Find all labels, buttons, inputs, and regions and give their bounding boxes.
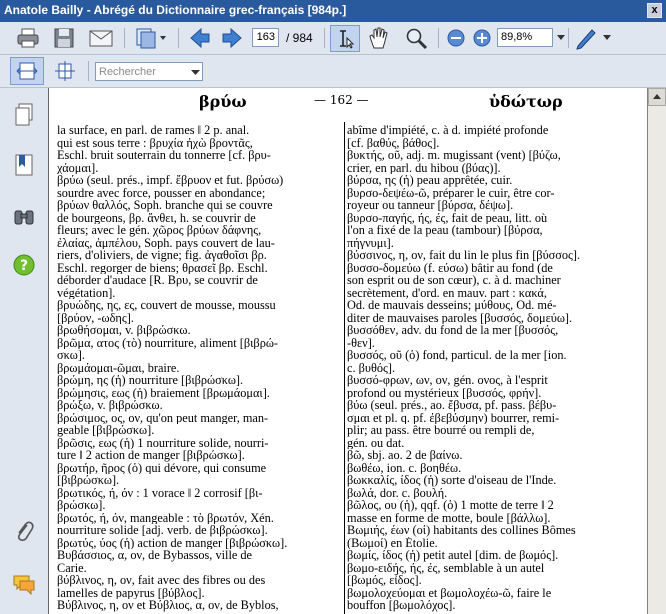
entry-line: βρωμάομαι-ῶμαι, braire.: [57, 361, 180, 374]
entry-line: βρύω (seul. prés., impf. ἔβρυον et fut. βρύσω): [57, 174, 284, 187]
entry-line: crier, en parl. du hibou (βύας)].: [347, 161, 501, 174]
toolbar-separator: [178, 28, 179, 48]
entry-line: Βυβάσσιος, α, ον, de Bybassos, ville de: [57, 549, 252, 562]
fit-page-icon[interactable]: [54, 60, 76, 82]
entry-line: βύσσινος, η, ον, fait du lin le plus fin [βύσσος].: [347, 249, 581, 262]
left-column: [57, 124, 342, 612]
entry-line: βυρσο-παγής, ής, ές, fait de peau, litt. où: [347, 211, 548, 224]
entry-line: βύω (seul. prés., ao. ἔβυσα, pf. pass. βέβυ-: [347, 399, 557, 412]
header-first-entry: βρύω: [199, 92, 247, 111]
fit-width-button[interactable]: [10, 57, 44, 85]
toolbar-separator: [324, 28, 325, 48]
entry-line: βύβλινος, η, ον, fait avec des fibres ou des: [57, 574, 266, 587]
entry-line: βύρσα, ης (ἡ) peau apprêtée, cuir.: [347, 174, 513, 187]
zoom-out-icon[interactable]: [446, 28, 466, 48]
page-total-label: / 984: [286, 31, 313, 45]
svg-text:?: ?: [19, 258, 29, 274]
save-icon[interactable]: [52, 26, 76, 50]
select-tool-button[interactable]: [330, 25, 360, 52]
entry-line: [cf. βαθύς, βάθος].: [347, 136, 440, 149]
toolbar-separator: [438, 28, 439, 48]
sign-dropdown-chevron-icon[interactable]: [602, 32, 612, 42]
entry-line: bouffon [βωμολόχος].: [347, 599, 456, 612]
entry-line: profond ou mystérieux [βυσσός, φρήν].: [347, 386, 542, 399]
entry-line: βρωτός, ή, όν, mangeable : τὸ βρωτόν, Xén.: [57, 511, 274, 524]
dictionary-page: [48, 88, 647, 614]
entry-line: secrètement, d'ord. en mauv. part : κακά,: [347, 286, 547, 299]
entry-line: Eschl. bruit souterrain du tonnerre [cf. βρυ-: [57, 149, 271, 162]
entry-line: βωμο-ειδής, ής, ές, semblable à un autel: [347, 561, 545, 574]
search-dropdown-chevron-icon[interactable]: [191, 68, 200, 76]
entry-line: βρώμησις, εως (ἡ) braiement [βρωμάομαι].: [57, 386, 270, 399]
entry-line: βωμίς, ίδος (ἡ) petit autel [dim. de βωμός].: [347, 549, 559, 562]
entry-line: βρωθήσομαι, v. βιβρώσκω.: [57, 324, 191, 337]
entry-line: plir; au pass. être bourré ou rempli de,: [347, 424, 535, 437]
search-input[interactable]: [95, 62, 203, 81]
entry-line: βρῶμα, ατος (τὸ) nourriture, aliment [βιβρώ-: [57, 336, 279, 349]
entry-line: ἐλαίας, ἀμπέλου, Soph. pays couvert de lau-: [57, 236, 275, 249]
entry-line: [βιβρώσκω].: [57, 474, 120, 487]
vertical-scrollbar[interactable]: [648, 88, 666, 614]
entry-line: βρώσκω].: [57, 499, 106, 512]
entry-line: βρῶσις, εως (ἡ) 1 nourriture solide, nourri-: [57, 436, 269, 449]
entry-line: βυσσο-δομεύω (f. εύσω) bâtir au fond (de: [347, 261, 553, 274]
attachments-paperclip-icon[interactable]: [13, 519, 35, 543]
entry-line: βυσσό-φρων, ων, ον, gén. ονος, à l'esprit: [347, 374, 548, 387]
entry-line: βωκκαλίς, ίδος (ἡ) sorte d'oiseau de l'Inde.: [347, 474, 557, 487]
entry-line: βρύων θαλλός, Soph. branche qui se couvre: [57, 199, 273, 212]
entry-line: σμαι et pl. q. pf. ἐβεβύσμην) bourrer, remi-: [347, 411, 560, 424]
zoom-tool-icon[interactable]: [404, 26, 430, 50]
scroll-up-button[interactable]: [648, 88, 666, 106]
page-header: [49, 88, 647, 114]
close-button[interactable]: x: [647, 3, 662, 18]
entry-line: βυρσο-δεψέω-ῶ, préparer le cuir, être cor-: [347, 186, 555, 199]
entry-line: l'on a fixé de la peau (tambour) [βύρσα,: [347, 224, 543, 237]
comments-icon[interactable]: [12, 573, 36, 595]
entry-line: βρώμη, ης (ἡ) nourriture [βιβρώσκω].: [57, 374, 244, 387]
search-placeholder: Rechercher: [99, 66, 156, 78]
email-icon[interactable]: [88, 26, 114, 50]
entry-line: la surface, en parl. de rames ‖ 2 p. anal.: [57, 124, 250, 137]
entry-line: geable [βιβρώσκω].: [57, 424, 155, 437]
entry-line: βρωτήρ, ῆρος (ὁ) qui dévore, qui consume: [57, 461, 267, 474]
entry-line: βρωτικός, ή, όν : 1 vorace ‖ 2 corrosif [βι-: [57, 486, 263, 499]
entry-line: Βύβλινος, η, ον et Βύβλιος, α, ον, de Byblos,: [57, 599, 279, 612]
entry-line: βωθέω, ion. c. βοηθέω.: [347, 461, 462, 474]
document-view[interactable]: [48, 88, 648, 614]
entry-line: βωμολοχεύομαι et βωμολοχέω-ῶ, faire le: [347, 586, 552, 599]
title-bar: [0, 0, 666, 22]
entry-line: Eschl. regorger de biens; θρασεῖ βρ. Eschl.: [57, 261, 268, 274]
entry-line: nourriture solide [adj. verb. de βιβρώσκω].: [57, 524, 268, 537]
entry-line: βῶλος, ου (ἡ), qqf. (ὁ) 1 motte de terre ‖ 2: [347, 499, 554, 512]
header-last-entry: ὑδώτωρ: [489, 92, 563, 111]
entry-line: masse en forme de motte, boule [βάλλω].: [347, 511, 551, 524]
print-icon[interactable]: [16, 26, 40, 50]
toolbar-separator: [124, 28, 125, 48]
entry-line: riers, d'oliviers, de vigne; fig. ἀγαθοῖσι βρ.: [57, 249, 267, 262]
column-divider: [344, 122, 345, 614]
entry-line: βρωτύς, ύος (ἡ) action de manger [βιβρώσκω].: [57, 536, 288, 549]
entry-line: végétation].: [57, 286, 116, 299]
entry-line: βυσσόθεν, adv. du fond de la mer [βυσσός,: [347, 324, 559, 337]
page-number-input[interactable]: 163: [252, 28, 279, 47]
entry-line: déborder d'audace [R. Βρυ, se couvrir de: [57, 274, 258, 287]
entry-line: βυκτής, οῦ, adj. m. mugissant (vent) [βύζω,: [347, 149, 561, 162]
pages-panel-icon[interactable]: [13, 103, 35, 127]
zoom-level-value: 89,8%: [501, 31, 533, 43]
text-cursor-icon: [335, 29, 355, 49]
zoom-dropdown-chevron-icon[interactable]: [556, 32, 566, 42]
sign-pen-icon[interactable]: [574, 26, 600, 50]
entry-line: [βρύον, -ωδης].: [57, 311, 134, 324]
entry-line: son esprit ou de son cœur), c. à d. machiner: [347, 274, 561, 287]
help-icon[interactable]: [13, 254, 35, 276]
toolbar-separator: [568, 28, 569, 48]
entry-line: βῶ, sbj. ao. 2 de βαίνω.: [347, 449, 463, 462]
entry-line: [βωμός, εἶδος].: [347, 574, 422, 587]
entry-line: c. βυθός].: [347, 361, 396, 374]
document-stack-icon[interactable]: [134, 26, 168, 50]
entry-line: πήγνυμι].: [347, 236, 394, 249]
entry-line: χάομαι].: [57, 161, 99, 174]
entry-line: βρώξω, v. βιβρώσκω.: [57, 399, 163, 412]
entry-line: Βωμιής, έων (οἱ) habitants des collines Bômes: [347, 524, 576, 537]
bookmarks-panel-icon[interactable]: [13, 153, 35, 177]
entry-line: gén. ou dat.: [347, 436, 405, 449]
window-title: Anatole Bailly - Abrégé du Dictionnaire grec-français [984p.]: [4, 3, 347, 17]
entry-line: fleurs; avec le gén. χῶρος βρύων δάφνης,: [57, 224, 262, 237]
zoom-level-input[interactable]: [497, 28, 553, 47]
entry-line: ture ‖ 2 action de manger [βιβρώσκω].: [57, 449, 245, 462]
entry-line: sourdre avec force, pousser en abondance;: [57, 186, 266, 199]
entry-line: royeur ou tanneur [βύρσα, δέψω].: [347, 199, 514, 212]
entry-line: βωλά, dor. c. βουλή.: [347, 486, 448, 499]
binoculars-icon[interactable]: [12, 205, 36, 227]
entry-line: de bourgeons, βρ. ἄνθει, h. se couvrir de: [57, 211, 256, 224]
entry-line: -θεν].: [347, 336, 375, 349]
entry-line: diter de mauvaises paroles [βυσσός, δομεύω].: [347, 311, 573, 324]
entry-line: βρυώδης, ης, ες, couvert de mousse, moussu: [57, 299, 276, 312]
entry-line: σκω].: [57, 349, 85, 362]
right-column: [347, 124, 637, 612]
fit-width-icon: [16, 61, 38, 81]
header-page-number: — 162 —: [314, 93, 369, 107]
hand-tool-icon[interactable]: [366, 26, 392, 50]
entry-line: βυσσός, οῦ (ὁ) fond, particul. de la mer [ion.: [347, 349, 567, 362]
entry-line: qui est sous terre : βρυχία ἠχὼ βροντᾶς,: [57, 136, 253, 149]
next-page-icon[interactable]: [220, 26, 244, 50]
entry-line: βρώσιμος, ος, ον, qu'on peut manger, man-: [57, 411, 269, 424]
entry-line: abîme d'impiété, c. à d. impiété profonde: [347, 124, 549, 137]
entry-line: Od. de mauvais desseins; μύθους, Od. mé-: [347, 299, 557, 312]
entry-line: Carie.: [57, 561, 87, 574]
entry-line: (Βωμοί) en Étolie.: [347, 536, 438, 549]
toolbar-separator: [88, 61, 89, 81]
previous-page-icon[interactable]: [188, 26, 212, 50]
entry-line: lamelles de papyrus [βύβλος].: [57, 586, 205, 599]
zoom-in-icon[interactable]: [472, 28, 492, 48]
